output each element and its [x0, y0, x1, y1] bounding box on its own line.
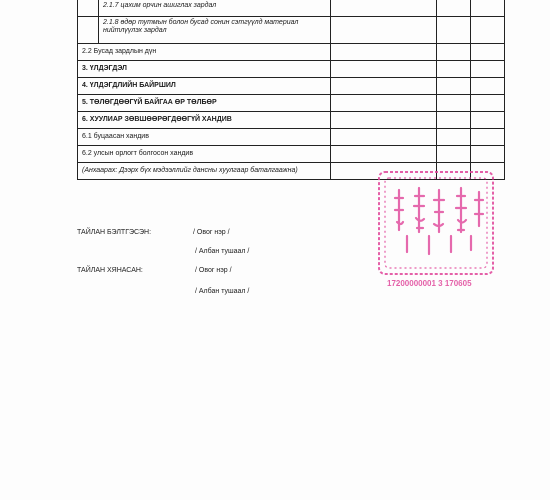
report-table — [77, 0, 505, 180]
table-row — [78, 112, 505, 129]
prepared-name: / Овог нэр / — [193, 229, 230, 236]
row-label: 5. ТӨЛӨГДӨӨГҮЙ БАЙГАА ӨР ТӨЛБӨР — [78, 95, 331, 112]
reviewed-position: / Албан тушаал / — [195, 288, 250, 295]
row-label: 6.1 буцаасан хандив — [78, 129, 331, 146]
value-cell — [471, 78, 505, 95]
table-row — [78, 0, 505, 17]
value-cell — [331, 112, 437, 129]
value-cell — [437, 61, 471, 78]
value-cell — [437, 78, 471, 95]
value-cell — [331, 0, 437, 17]
value-cell — [437, 44, 471, 61]
note-text: (Анхаарах: Дээрх бүх мэдээллийг дансны хуулгаар баталгаажна) — [78, 163, 331, 180]
table-row — [78, 17, 505, 44]
row-label-cell — [78, 0, 331, 17]
value-cell — [331, 78, 437, 95]
row-label: 4. ҮЛДЭГДЛИЙН БАЙРШИЛ — [78, 78, 331, 95]
stamp-number: 17200000001 3 170605 — [387, 279, 472, 288]
value-cell — [331, 44, 437, 61]
row-label: 2.2 Бусад зардлын дүн — [78, 44, 331, 61]
value-cell — [471, 17, 505, 44]
table-row — [78, 129, 505, 146]
row-label: 2.1.8 өдөр тутмын болон бусад сонин сэтгүүлд материал нийтлүүлэх зардал — [103, 19, 299, 34]
value-cell — [437, 146, 471, 163]
value-cell — [437, 17, 471, 44]
value-cell — [471, 112, 505, 129]
value-cell — [471, 44, 505, 61]
row-label: 6. ХУУЛИАР ЗӨВШӨӨРӨГДӨӨГҮЙ ХАНДИВ — [78, 112, 331, 129]
value-cell — [437, 112, 471, 129]
value-cell — [437, 95, 471, 112]
value-cell — [331, 129, 437, 146]
value-cell — [471, 0, 505, 17]
value-cell — [437, 0, 471, 17]
value-cell — [331, 146, 437, 163]
official-stamp — [377, 170, 495, 288]
value-cell — [471, 61, 505, 78]
row-label: 2.1.7 цахим орчин ашиглах зардал — [103, 2, 217, 9]
value-cell — [331, 61, 437, 78]
value-cell — [331, 95, 437, 112]
value-cell — [331, 17, 437, 44]
table-row — [78, 78, 505, 95]
prepared-label: ТАЙЛАН БЭЛТГЭСЭН: — [77, 229, 152, 236]
value-cell — [437, 129, 471, 146]
table-row — [78, 95, 505, 112]
value-cell — [471, 146, 505, 163]
row-label-cell — [78, 17, 331, 44]
table-row — [78, 44, 505, 61]
row-label: 3. ҮЛДЭГДЭЛ — [78, 61, 331, 78]
value-cell — [471, 129, 505, 146]
table-row — [78, 146, 505, 163]
prepared-position: / Албан тушаал / — [195, 248, 250, 255]
reviewed-name: / Овог нэр / — [195, 267, 232, 274]
table-row — [78, 61, 505, 78]
row-label: 6.2 улсын орлогт болгосон хандив — [78, 146, 331, 163]
reviewed-label: ТАЙЛАН ХЯНАСАН: — [77, 267, 143, 274]
value-cell — [471, 95, 505, 112]
